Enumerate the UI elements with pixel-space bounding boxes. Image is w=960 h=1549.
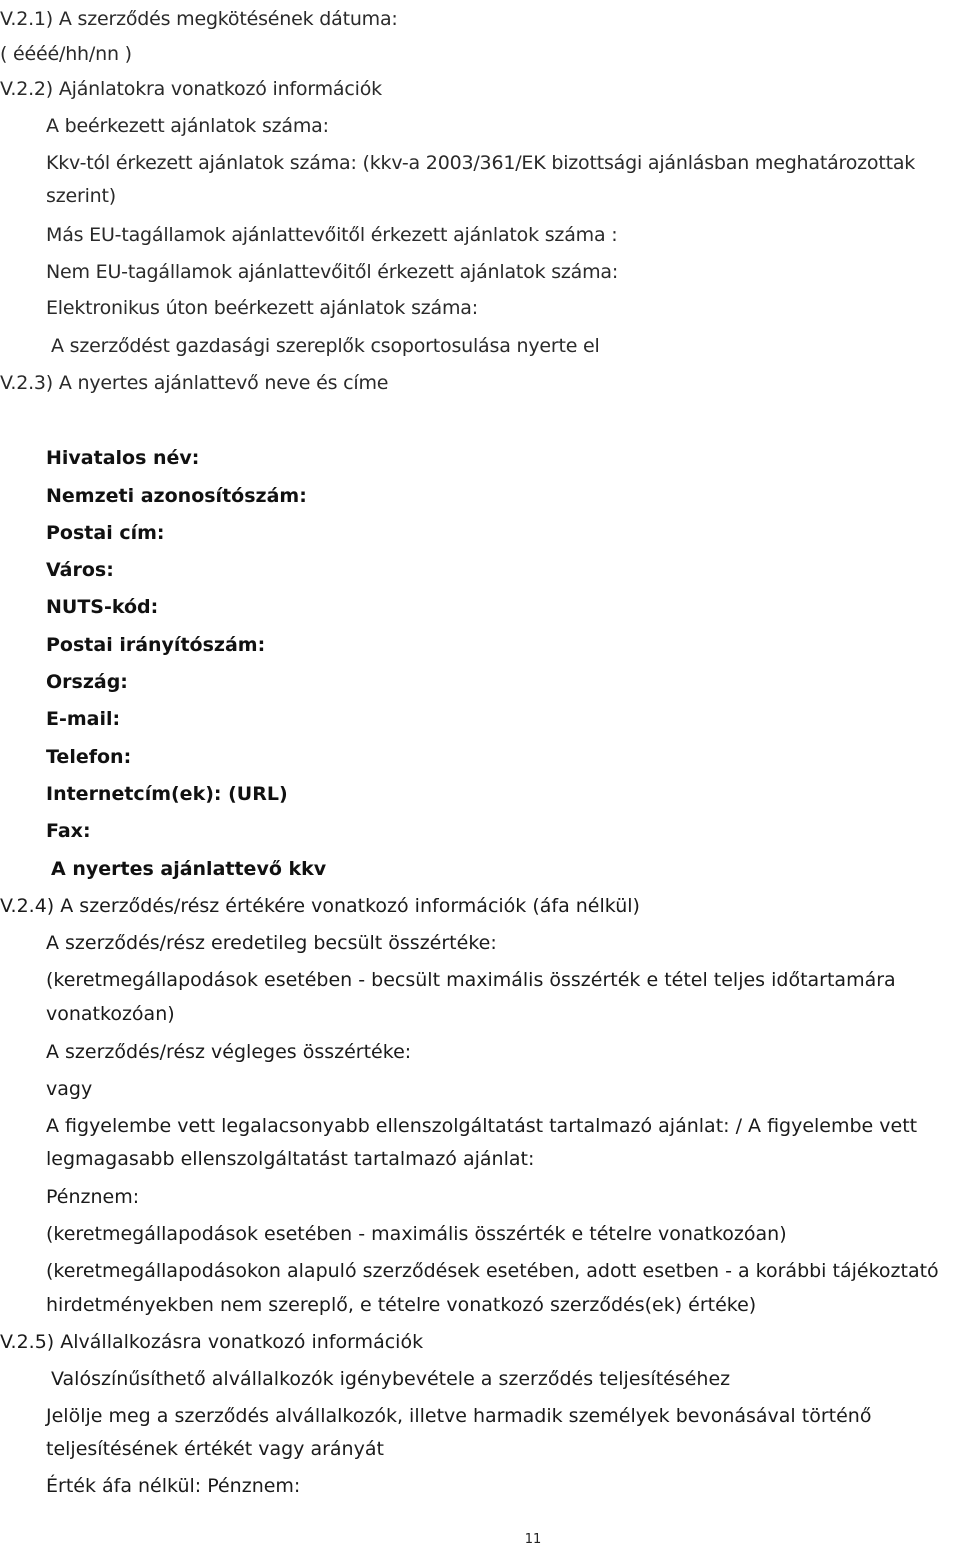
date-format-hint: ( éééé/hh/nn ) — [0, 43, 132, 65]
final-total-label: A szerződés/rész végleges összértéke: — [46, 1041, 412, 1063]
fax-label: Fax: — [46, 820, 91, 842]
section-v25-heading: V.2.5) Alvállalkozásra vonatkozó információk — [0, 1331, 424, 1353]
indicate-share-line2: teljesítésének értékét vagy arányát — [46, 1438, 384, 1460]
section-v24-heading: V.2.4) A szerződés/rész értékére vonatkozó információk (áfa nélkül) — [0, 895, 640, 917]
non-eu-offers-label: Nem EU-tagállamok ajánlattevőitől érkezett ajánlatok száma: — [46, 261, 619, 283]
sme-offers-label-line1: Kkv-tól érkezett ajánlatok száma: (kkv-a 2003/361/EK bizottsági ajánlásban meghatározottak — [46, 152, 916, 174]
section-v21-heading: V.2.1) A szerződés megkötésének dátuma: — [0, 8, 398, 30]
sme-offers-label-line2: szerint) — [46, 185, 116, 207]
postal-address-label: Postai cím: — [46, 522, 165, 544]
postal-code-label: Postai irányítószám: — [46, 634, 266, 656]
framework-based-line1: (keretmegállapodásokon alapuló szerződések esetében, adott esetben - a korábbi tájékoztató — [46, 1260, 939, 1282]
estimated-total-label: A szerződés/rész eredetileg becsült összértéke: — [46, 932, 497, 954]
eu-offers-label: Más EU-tagállamok ajánlattevőitől érkezett ajánlatok száma : — [46, 224, 618, 246]
framework-note-line2: vonatkozóan) — [46, 1003, 175, 1025]
national-id-label: Nemzeti azonosítószám: — [46, 485, 307, 507]
url-label: Internetcím(ek): (URL) — [46, 783, 288, 805]
lowest-highest-line2: legmagasabb ellenszolgáltatást tartalmazó ajánlat: — [46, 1148, 535, 1170]
sme-winner-label: A nyertes ajánlattevő kkv — [51, 858, 327, 880]
indicate-share-line1: Jelölje meg a szerződés alvállalkozók, illetve harmadik személyek bevonásával történő — [46, 1405, 872, 1427]
or-label: vagy — [46, 1078, 93, 1100]
framework-note-line1: (keretmegállapodások esetében - becsült maximális összérték e tétel teljes időtartamára — [46, 969, 896, 991]
section-v23-heading: V.2.3) A nyertes ajánlattevő neve és címe — [0, 372, 389, 394]
country-label: Ország: — [46, 671, 128, 693]
lowest-highest-line1: A figyelembe vett legalacsonyabb ellenszolgáltatást tartalmazó ajánlat: / A figyelembe vett — [46, 1115, 918, 1137]
framework-based-line2: hirdetményekben nem szereplő, e tételre vonatkozó szerződés(ek) értéke) — [46, 1294, 757, 1316]
currency-label: Pénznem: — [46, 1186, 140, 1208]
group-won-label: A szerződést gazdasági szereplők csoportosulása nyerte el — [51, 335, 600, 357]
email-label: E-mail: — [46, 708, 121, 730]
page-number: 11 — [524, 1532, 542, 1547]
section-v22-heading: V.2.2) Ajánlatokra vonatkozó információk — [0, 78, 382, 100]
official-name-label: Hivatalos név: — [46, 447, 200, 469]
likely-subcontract-label: Valószínűsíthető alvállalkozók igénybevétele a szerződés teljesítéséhez — [51, 1368, 731, 1390]
phone-label: Telefon: — [46, 746, 132, 768]
received-offers-label: A beérkezett ajánlatok száma: — [46, 115, 329, 137]
electronic-offers-label: Elektronikus úton beérkezett ajánlatok száma: — [46, 297, 478, 319]
nuts-code-label: NUTS-kód: — [46, 596, 159, 618]
city-label: Város: — [46, 559, 114, 581]
framework-max-label: (keretmegállapodások esetében - maximális összérték e tételre vonatkozóan) — [46, 1223, 787, 1245]
value-currency-label: Érték áfa nélkül: Pénznem: — [46, 1475, 301, 1497]
